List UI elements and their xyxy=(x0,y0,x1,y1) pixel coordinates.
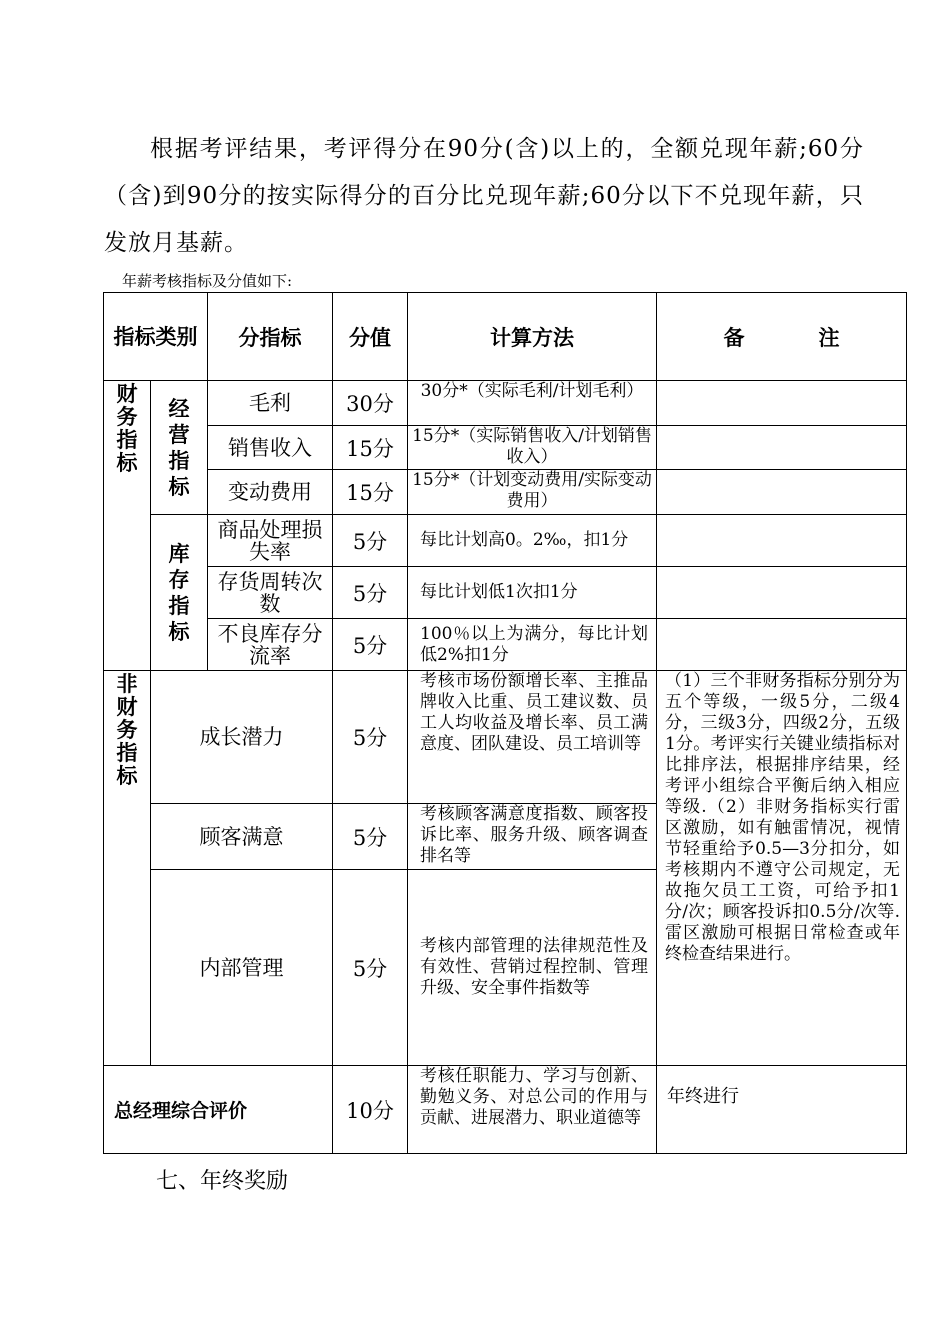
item-score: 5分 xyxy=(333,804,408,870)
header-method: 计算方法 xyxy=(408,293,657,381)
non-financial-note: （1）三个非财务指标分别分为五个等级，一级5分，二级4分，三级3分，四级2分，五级1分。考评实行关键业绩指标对比排序法，根据排序结果，经考评小组综合平衡后纳入相应等级.（2）非财务指标实行雷区激励，如有触雷情况，视情节轻重给予0.5—3分扣分，如考核期内不遵守公司规定，无故拖欠员工工资，可给予扣1分/次；顾客投诉扣0.5分/次等.雷区激励可根据日常检查或年终检查结果进行。 xyxy=(657,671,907,1066)
item-name: 变动费用 xyxy=(208,470,333,515)
item-method: 考核市场份额增长率、主推品牌收入比重、员工建议数、员工人均收益及增长率、员工满意度、团队建设、员工培训等 xyxy=(408,671,657,804)
table-row xyxy=(104,671,907,804)
category-non-financial-label: 非财务指标 xyxy=(116,672,138,788)
intro-paragraph: 根据考评结果，考评得分在90分(含)以上的，全额兑现年薪;60分（含)到90分的按实际得分的百分比兑现年薪;60分以下不兑现年薪，只发放月基薪。 xyxy=(104,136,864,256)
header-category-label: 指标类别 xyxy=(113,324,198,349)
item-method: 每比计划高0。2‰，扣1分 xyxy=(408,515,657,567)
item-score: 5分 xyxy=(333,619,408,671)
item-method: 考核顾客满意度指数、顾客投诉比率、服务升级、顾客调查排名等 xyxy=(408,804,657,870)
item-name: 不良库存分流率 xyxy=(208,619,333,671)
gm-evaluation-label: 总经理综合评价 xyxy=(104,1066,333,1154)
item-score: 5分 xyxy=(333,567,408,619)
item-method: 每比计划低1次扣1分 xyxy=(408,567,657,619)
header-note-right: 注 xyxy=(818,325,840,350)
item-note xyxy=(657,426,907,470)
table-caption: 年薪考核指标及分值如下: xyxy=(122,272,293,290)
item-note xyxy=(657,567,907,619)
gm-evaluation-note: 年终进行 xyxy=(657,1066,907,1154)
subcategory-inventory xyxy=(151,515,208,671)
item-score: 15分 xyxy=(333,470,408,515)
item-note xyxy=(657,619,907,671)
table-row xyxy=(104,426,907,470)
item-method: 30分*（实际毛利/计划毛利） xyxy=(408,381,657,426)
table-header-row xyxy=(104,293,907,381)
item-method: 考核内部管理的法律规范性及有效性、营销过程控制、管理升级、安全事件指数等 xyxy=(408,870,657,1066)
subcategory-operating-label: 经营指标 xyxy=(168,396,190,499)
item-name: 存货周转次数 xyxy=(208,567,333,619)
section-heading: 七、年终奖励 xyxy=(156,1169,289,1194)
item-name: 内部管理 xyxy=(151,870,333,1066)
item-name: 商品处理损失率 xyxy=(208,515,333,567)
subcategory-inventory-label: 库存指标 xyxy=(168,541,190,644)
item-score: 5分 xyxy=(333,870,408,1066)
category-financial-label: 财务指标 xyxy=(116,382,138,475)
category-non-financial xyxy=(104,671,151,1066)
table-row xyxy=(104,619,907,671)
header-category xyxy=(104,293,208,381)
item-method: 15分*（实际销售收入/计划销售收入） xyxy=(408,426,657,470)
kpi-table xyxy=(103,292,907,1154)
gm-evaluation-method: 考核任职能力、学习与创新、勤勉义务、对总公司的作用与贡献、进展潜力、职业道德等 xyxy=(408,1066,657,1154)
item-score: 30分 xyxy=(333,381,408,426)
item-name: 销售收入 xyxy=(208,426,333,470)
header-note xyxy=(657,293,907,381)
table-row xyxy=(104,567,907,619)
gm-evaluation-score: 10分 xyxy=(333,1066,408,1154)
item-score: 5分 xyxy=(333,515,408,567)
item-name: 毛利 xyxy=(208,381,333,426)
table-row xyxy=(104,515,907,567)
item-method: 100％以上为满分，每比计划低2%扣1分 xyxy=(408,619,657,671)
item-note xyxy=(657,515,907,567)
table-row xyxy=(104,470,907,515)
item-score: 5分 xyxy=(333,671,408,804)
item-score: 15分 xyxy=(333,426,408,470)
table-row xyxy=(104,381,907,426)
item-note xyxy=(657,470,907,515)
item-method: 15分*（计划变动费用/实际变动费用） xyxy=(408,470,657,515)
item-note xyxy=(657,381,907,426)
category-financial xyxy=(104,381,151,671)
header-sub-indicator: 分指标 xyxy=(208,293,333,381)
subcategory-operating xyxy=(151,381,208,515)
header-score: 分值 xyxy=(333,293,408,381)
header-note-left: 备 xyxy=(723,325,745,350)
table-row xyxy=(104,1066,907,1154)
item-name: 成长潜力 xyxy=(151,671,333,804)
item-name: 顾客满意 xyxy=(151,804,333,870)
